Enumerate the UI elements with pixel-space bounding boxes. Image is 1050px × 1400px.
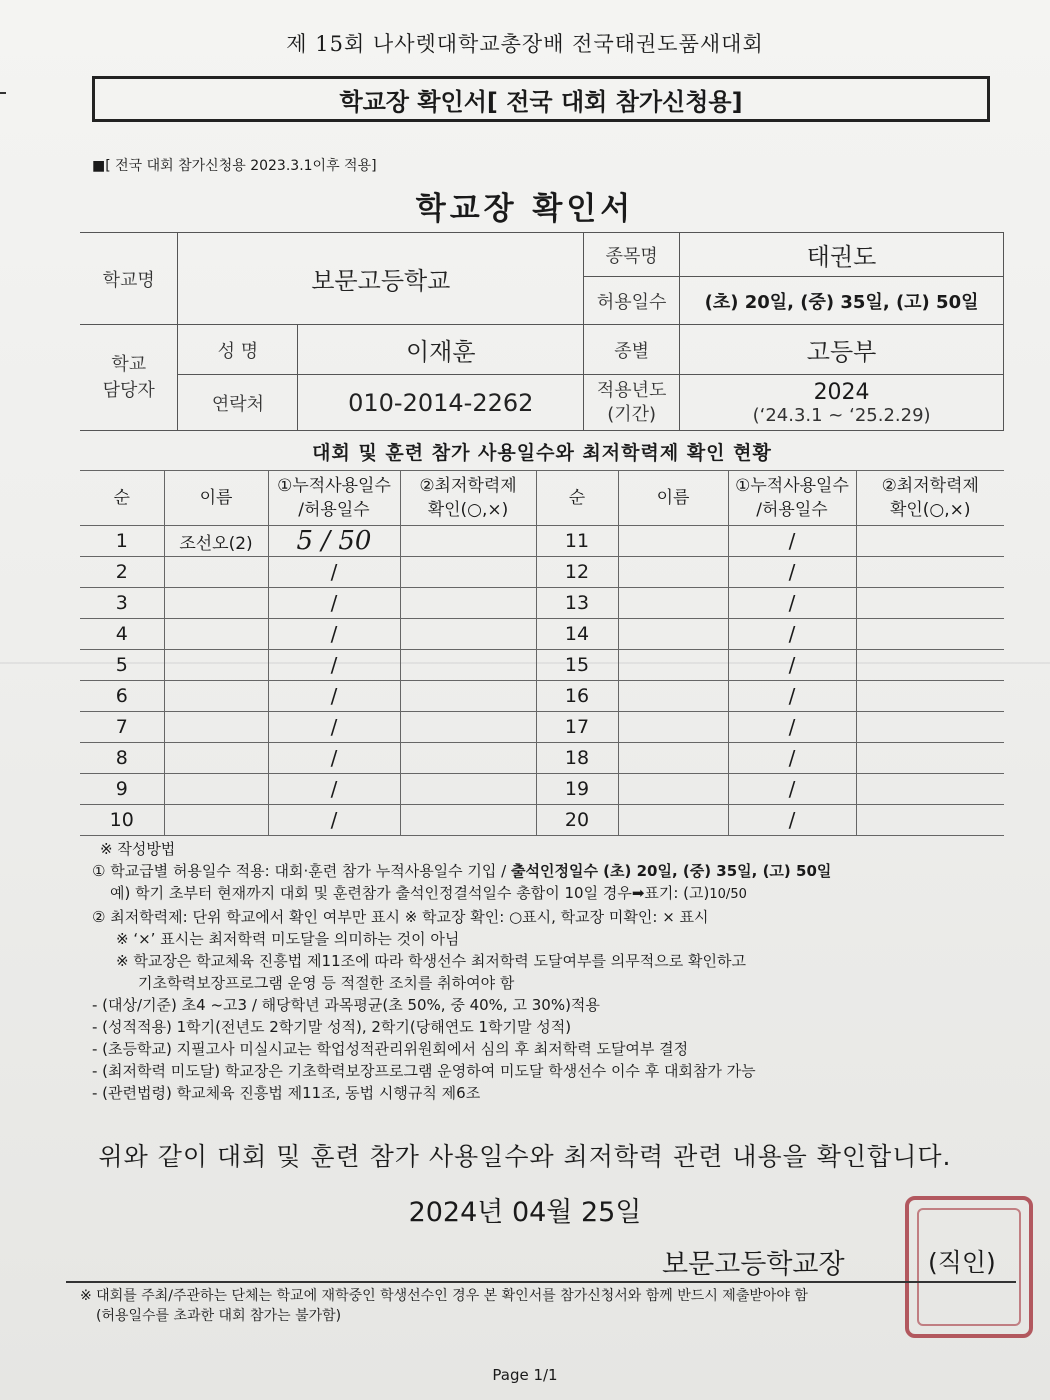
row-no: 20 [536,805,618,836]
row-name [164,557,268,588]
row-days: / [268,805,400,836]
row-no: 12 [536,557,618,588]
row-name [618,805,728,836]
form-title-box [92,76,990,122]
row-check [856,805,1004,836]
row-days: / [268,774,400,805]
row-name [164,774,268,805]
row-name [164,681,268,712]
row-days: / [268,557,400,588]
paper-edge-mark [0,92,6,94]
table-row [80,774,1004,805]
row-name [618,588,728,619]
note-2b: 기초학력보장프로그램 운영 등 적절한 조치를 취하여야 함 [138,974,515,992]
row-days: / [728,557,856,588]
year-value: 2024 [813,379,870,405]
school-value: 보문고등학교 [178,233,584,325]
allowed-days-value: (초) 20일, (중) 35일, (고) 50일 [680,277,1004,325]
division-value: 고등부 [680,325,1004,375]
col-no-right: 순 [536,471,618,526]
footnote-line-1: ※ 대회를 주최/주관하는 단체는 학교에 재학중인 학생선수인 경우 본 확인서를 참가신청서와 함께 반드시 제출받아야 함 [80,1288,808,1304]
row-no: 14 [536,619,618,650]
row-no: 13 [536,588,618,619]
row-name [618,681,728,712]
row-name [164,743,268,774]
event-title: 제 15회 나사렛대학교총장배 전국태권도품새대회 [286,32,764,56]
row-name [618,743,728,774]
row-days: / [728,588,856,619]
table-row [80,588,1004,619]
instruction-1-bold: 출석인정일수 (초) 20일, (중) 35일, (고) 50일 [511,862,832,880]
row-days: / [268,588,400,619]
row-days: / [268,681,400,712]
signer-title: 보문고등학교장 [662,1249,845,1280]
contact-label: 연락처 [178,375,298,431]
instruction-1-text: ① 학교급별 허용일수 적용: 대회·훈련 참가 누적사용일수 기입 / [92,862,511,880]
row-name [618,619,728,650]
row-check [856,588,1004,619]
row-no: 8 [80,743,164,774]
row-no: 2 [80,557,164,588]
col-no-left: 순 [80,471,164,526]
detail-4: - (최저학력 미도달) 학교장은 기초학력보장프로그램 운영하여 미도달 학생선수 이수 후 대회참가 가능 [92,1062,756,1080]
year-cell [680,375,1004,431]
example-text: 예) 학기 초부터 현재까지 대회 및 훈련참가 출석인정결석일수 총합이 10일 경우➡표기: (고) [110,884,710,902]
table-row [80,681,1004,712]
writing-instructions [92,838,1012,1104]
row-days: / [728,805,856,836]
row-no: 18 [536,743,618,774]
row-days: / [728,526,856,557]
row-check [400,774,536,805]
detail-2: - (성적적용) 1학기(전년도 2학기말 성적), 2학기(당해연도 1학기말 성적) [92,1018,572,1036]
row-name: 조선오(2) [164,526,268,557]
page-number: Page 1/1 [492,1366,558,1384]
table-body [80,526,1004,836]
row-name [164,588,268,619]
row-name [618,650,728,681]
row-check [400,805,536,836]
row-days: 5 / 50 [268,526,400,557]
row-name [164,619,268,650]
example-value: 10/50 [709,887,747,902]
row-no: 7 [80,712,164,743]
row-days: / [728,743,856,774]
row-no: 5 [80,650,164,681]
row-no: 19 [536,774,618,805]
table-row [80,712,1004,743]
row-check [856,526,1004,557]
confirmation-statement: 위와 같이 대회 및 훈련 참가 사용일수와 최저학력 관련 내용을 확인합니다. [98,1142,952,1171]
participation-table [80,470,1004,836]
row-check [856,774,1004,805]
footnote [80,1286,1010,1326]
row-name [164,650,268,681]
instruction-item-2: ② 최저학력제: 단위 학교에서 확인 여부만 표시 ※ 학교장 확인: ○표시, 학교장 미확인: × 표시 [92,908,709,926]
event-value: 태권도 [680,233,1004,277]
table-row [80,619,1004,650]
instruction-item-1 [92,860,1012,882]
application-notice: ■[ 전국 대회 참가신청용 2023.3.1이후 적용] [92,158,377,174]
row-no: 1 [80,526,164,557]
note-2a: ※ 학교장은 학교체육 진흥법 제11조에 따라 학생선수 최저학력 도달여부를 의무적으로 확인하고 [116,952,746,970]
division-label: 종별 [584,325,680,375]
row-name [618,526,728,557]
name-label: 성 명 [178,325,298,375]
name-value: 이재훈 [298,325,584,375]
section-title: 대회 및 훈련 참가 사용일수와 최저학력제 확인 현황 [312,442,772,464]
row-name [618,557,728,588]
row-no: 9 [80,774,164,805]
row-days: / [268,712,400,743]
row-check [856,681,1004,712]
table-header-row [80,471,1004,526]
row-check [856,712,1004,743]
row-check [400,526,536,557]
row-days: / [268,619,400,650]
row-no: 10 [80,805,164,836]
row-no: 4 [80,619,164,650]
row-no: 3 [80,588,164,619]
table-row [80,557,1004,588]
document-title: 학교장 확인서 [415,191,635,227]
row-days: / [268,743,400,774]
instruction-1-example [92,882,1012,906]
row-days: / [728,712,856,743]
table-row [80,650,1004,681]
col-check-right: ②최저학력제 확인(○,×) [856,471,1004,526]
col-check-left: ②최저학력제 확인(○,×) [400,471,536,526]
detail-1: - (대상/기준) 초4 ~고3 / 해당학년 과목평균(초 50%, 중 40%, 고 30%)적용 [92,996,600,1014]
manager-label: 학교 담당자 [80,325,178,431]
event-label: 종목명 [584,233,680,277]
issue-date: 2024년 04월 25일 [408,1197,642,1228]
note-1: ※ ‘×’ 표시는 최저학력 미도달을 의미하는 것이 아님 [116,930,460,948]
row-check [856,557,1004,588]
row-name [164,805,268,836]
row-no: 16 [536,681,618,712]
year-label: 적용년도 (기간) [584,375,680,431]
period-value: (‘24.3.1 ~ ‘25.2.29) [752,404,931,426]
form-title: 학교장 확인서[ 전국 대회 참가신청용] [339,87,743,116]
row-check [856,619,1004,650]
row-check [400,650,536,681]
row-no: 11 [536,526,618,557]
row-name [618,712,728,743]
col-days-right: ①누적사용일수 /허용일수 [728,471,856,526]
footnote-line-2: (허용일수를 초과한 대회 참가는 불가함) [96,1308,342,1324]
row-no: 6 [80,681,164,712]
row-check [400,712,536,743]
row-check [400,743,536,774]
contact-value: 010-2014-2262 [298,375,584,431]
row-no: 15 [536,650,618,681]
row-check [856,650,1004,681]
allowed-days-label: 허용일수 [584,277,680,325]
school-info-table [80,232,1004,431]
row-check [400,588,536,619]
row-days: / [268,650,400,681]
row-days: / [728,681,856,712]
table-row [80,526,1004,557]
row-name [618,774,728,805]
seal-label: (직인) [928,1248,996,1277]
row-check [400,619,536,650]
row-no: 17 [536,712,618,743]
table-row [80,805,1004,836]
detail-5: - (관련법령) 학교체육 진흥법 제11조, 동법 시행규칙 제6조 [92,1084,481,1102]
row-name [164,712,268,743]
row-check [400,557,536,588]
col-name-left: 이름 [164,471,268,526]
row-days: / [728,619,856,650]
instructions-heading: ※ 작성방법 [100,840,176,858]
row-check [400,681,536,712]
school-label: 학교명 [80,233,178,325]
row-days: / [728,650,856,681]
detail-3: - (초등학교) 지필고사 미실시교는 학업성적관리위원회에서 심의 후 최저학력 도달여부 결정 [92,1040,689,1058]
col-days-left: ①누적사용일수 /허용일수 [268,471,400,526]
col-name-right: 이름 [618,471,728,526]
row-days: / [728,774,856,805]
row-check [856,743,1004,774]
table-row [80,743,1004,774]
footer-divider [66,1281,1016,1283]
